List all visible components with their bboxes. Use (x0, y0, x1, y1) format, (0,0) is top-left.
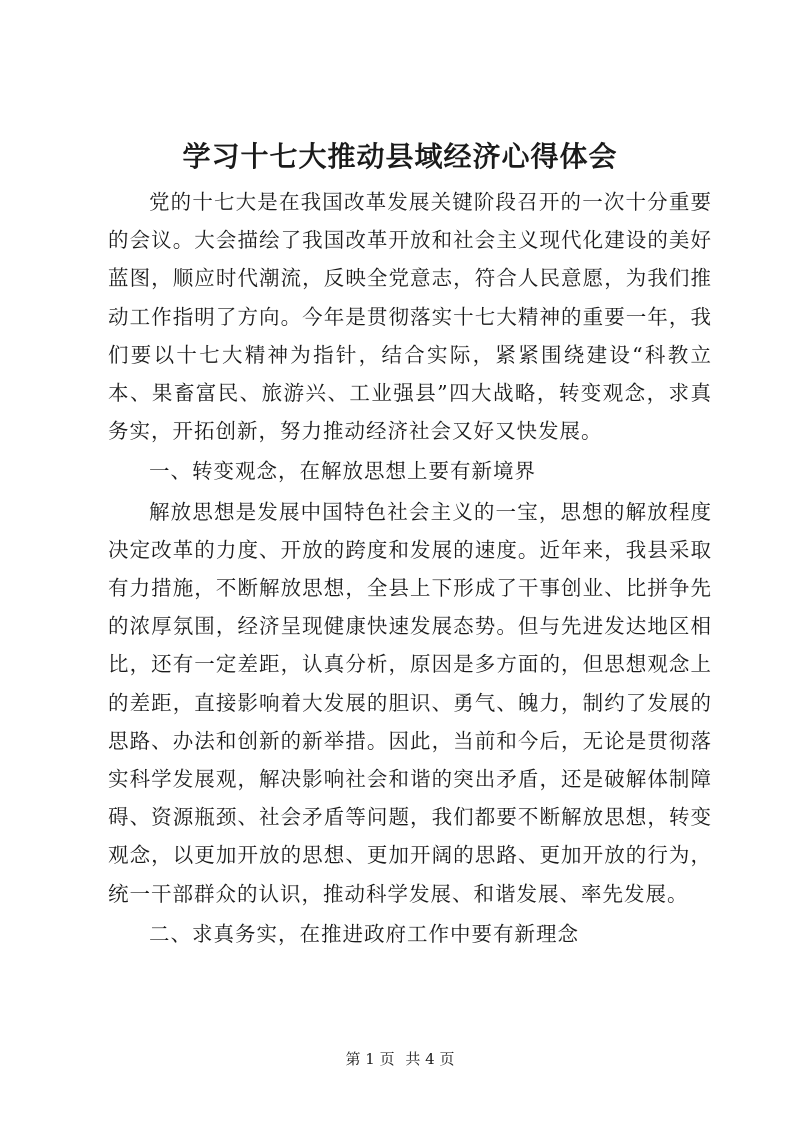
intro-paragraph: 党的十七大是在我国改革发展关键阶段召开的一次十分重要的会议。大会描绘了我国改革开放和社会主义现代化建设的美好蓝图，顺应时代潮流，反映全党意志，符合人民意愿，为我们推动工作指明了方向。今年是贯彻落实十七大精神的重要一年，我们要以十七大精神为指针，结合实际，紧紧围绕建设“科教立本、果畜富民、旅游兴、工业强县”四大战略，转变观念，求真务实，开拓创新，努力推动经济社会又好又快发展。 (108, 190, 712, 444)
section-heading-2: 二、求真务实，在推进政府工作中要有新理念 (149, 921, 579, 946)
document-title: 学习十七大推动县域经济心得体会 (182, 140, 618, 173)
page-footer (0, 1049, 800, 1069)
section-1-paragraph: 解放思想是发展中国特色社会主义的一宝，思想的解放程度决定改革的力度、开放的跨度和发展的速度。近年来，我县采取有力措施，不断解放思想，全县上下形成了干事创业、比拼争先的浓厚氛围，经济呈现健康快速发展态势。但与先进发达地区相比，还有一定差距，认真分析，原因是多方面的，但思想观念上的差距，直接影响着大发展的胆识、勇气、魄力，制约了发展的思路、办法和创新的新举措。因此，当前和今后，无论是贯彻落实科学发展观，解决影响社会和谐的突出矛盾，还是破解体制障碍、资源瓶颈、社会矛盾等问题，我们都要不断解放思想，转变观念，以更加开放的思想、更加开阔的思路、更加开放的行为，统一干部群众的认识，推动科学发展、和谐发展、率先发展。 (108, 499, 712, 906)
section-heading-1: 一、转变观念，在解放思想上要有新境界 (149, 459, 536, 484)
document-body (108, 183, 712, 955)
page-total: 共 4 页 (405, 1050, 455, 1068)
page-number: 第 1 页 (345, 1050, 395, 1068)
